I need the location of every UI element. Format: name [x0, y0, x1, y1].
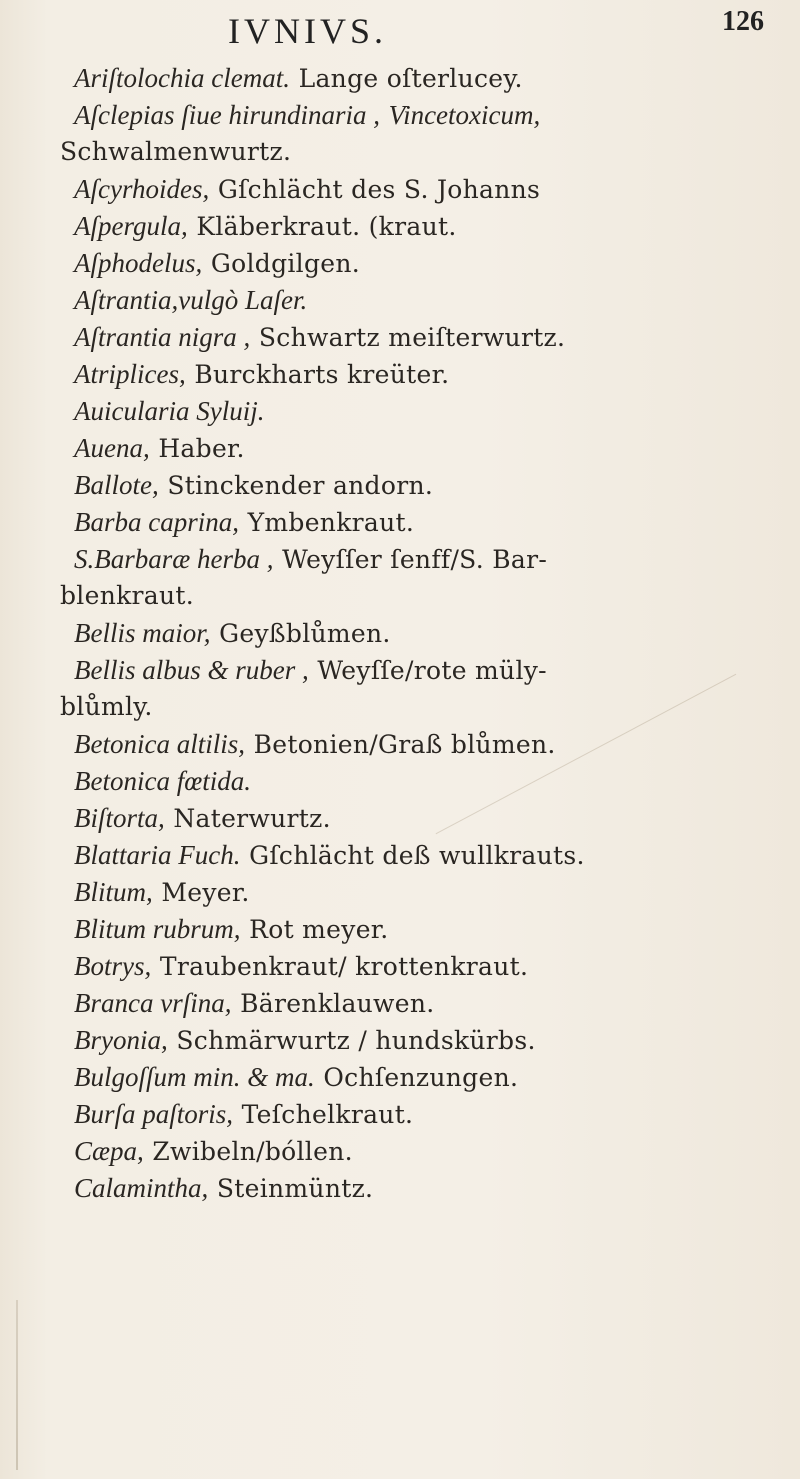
german-name: Weyſſe/rote müly- [317, 656, 547, 685]
german-name: Burckharts kreüter. [194, 360, 450, 389]
list-entry [74, 99, 774, 132]
latin-name: Ballote, [74, 470, 159, 500]
page-edge-shadow [16, 1300, 18, 1470]
latin-name: Auena, [74, 433, 150, 463]
list-entry [74, 1061, 774, 1094]
latin-name: Burſa paſtoris, [74, 1099, 234, 1129]
latin-name: Ariſtolochia clemat. [74, 63, 290, 93]
latin-name: Calamintha, [74, 1173, 209, 1203]
german-name: Steinmüntz. [216, 1174, 374, 1203]
latin-name: Blitum, [74, 877, 153, 907]
german-name: Teſchelkraut. [241, 1100, 414, 1129]
list-entry [74, 321, 774, 354]
latin-name: Atriplices, [74, 359, 186, 389]
latin-name: Barba caprina, [74, 507, 239, 537]
latin-name: Betonica altilis, [74, 729, 245, 759]
german-name: Schwartz meiſterwurtz. [258, 323, 566, 352]
german-name: Betonien/Graß blůmen. [253, 730, 556, 759]
latin-name: Bellis maior, [74, 618, 211, 648]
latin-name: Biſtorta, [74, 803, 165, 833]
list-entry [74, 284, 774, 317]
list-entry [74, 1024, 774, 1057]
latin-name: Blattaria Fuch. [74, 840, 241, 870]
german-name: Gſchlächt des S. Johanns [217, 175, 541, 204]
german-name: blenkraut. [60, 581, 194, 610]
german-name: Ymbenkraut. [247, 508, 415, 537]
latin-name: Aſtrantia,vulgò Laſer. [74, 285, 308, 315]
latin-name: Bulgoſſum min. & ma. [74, 1062, 315, 1092]
latin-name: Bryonia, [74, 1025, 168, 1055]
german-name: Traubenkraut/ krottenkraut. [159, 952, 529, 981]
latin-name: Aſphodelus, [74, 248, 203, 278]
list-entry [74, 617, 774, 650]
list-entry [74, 543, 774, 576]
latin-name: Branca vrſina, [74, 988, 232, 1018]
german-name: Naterwurtz. [173, 804, 331, 833]
german-name: Lange oſterlucey. [298, 64, 523, 93]
list-entry [74, 173, 774, 206]
list-entry [74, 395, 774, 428]
list-entry-continuation [60, 136, 760, 168]
list-entry [74, 950, 774, 983]
latin-name: Cæpa, [74, 1136, 144, 1166]
latin-name: Betonica fœtida. [74, 766, 251, 796]
german-name: Ochſenzungen. [323, 1063, 519, 1092]
list-entry [74, 432, 774, 465]
latin-name: Aſcyrhoides, [74, 174, 210, 204]
latin-name: Blitum rubrum, [74, 914, 241, 944]
list-entry [74, 913, 774, 946]
german-name: Stinckender andorn. [167, 471, 434, 500]
page-number: 126 [722, 6, 764, 37]
list-entry [74, 1135, 774, 1168]
list-entry [74, 839, 774, 872]
list-entry [74, 62, 774, 95]
latin-name: Aſclepias ſiue hirundinaria , [74, 100, 380, 130]
list-entry [74, 654, 774, 687]
list-entry [74, 506, 774, 539]
latin-name: S.Barbaræ herba , [74, 544, 274, 574]
german-name: Schwalmenwurtz. [60, 137, 292, 166]
list-entry [74, 1172, 774, 1205]
list-entry [74, 987, 774, 1020]
german-name: Meyer. [161, 878, 250, 907]
latin-name: Auicularia Syluij. [74, 396, 265, 426]
latin-name: Bellis albus & ruber , [74, 655, 309, 685]
german-name: Kläberkraut. (kraut. [196, 212, 457, 241]
list-entry-continuation [60, 580, 760, 612]
list-entry [74, 876, 774, 909]
list-entry [74, 358, 774, 391]
german-name: Schmärwurtz / hundskürbs. [176, 1026, 536, 1055]
list-entry [74, 1098, 774, 1131]
german-name: blůmly. [60, 692, 153, 721]
running-head: IVNIVS. [228, 11, 387, 51]
german-name: Rot meyer. [249, 915, 389, 944]
german-name: Zwibeln/bóllen. [152, 1137, 353, 1166]
german-name: Weyſſer ſenff/S. Bar- [282, 545, 548, 574]
german-name: Geyßblůmen. [219, 619, 391, 648]
latin-name: Aſtrantia nigra , [74, 322, 251, 352]
list-entry [74, 469, 774, 502]
list-entry [74, 247, 774, 280]
german-name: Haber. [158, 434, 245, 463]
german-name: Bärenklauwen. [240, 989, 435, 1018]
list-entry [74, 728, 774, 761]
german-name: Gſchlächt deß wullkrauts. [249, 841, 585, 870]
list-entry [74, 210, 774, 243]
list-entry [74, 802, 774, 835]
list-entry-continuation [60, 691, 760, 723]
page-header [0, 4, 800, 56]
german-name: Goldgilgen. [210, 249, 361, 278]
latin-name: Aſpergula, [74, 211, 188, 241]
latin-synonym: Vincetoxicum, [388, 100, 541, 130]
list-entry [74, 765, 774, 798]
latin-name: Botrys, [74, 951, 152, 981]
